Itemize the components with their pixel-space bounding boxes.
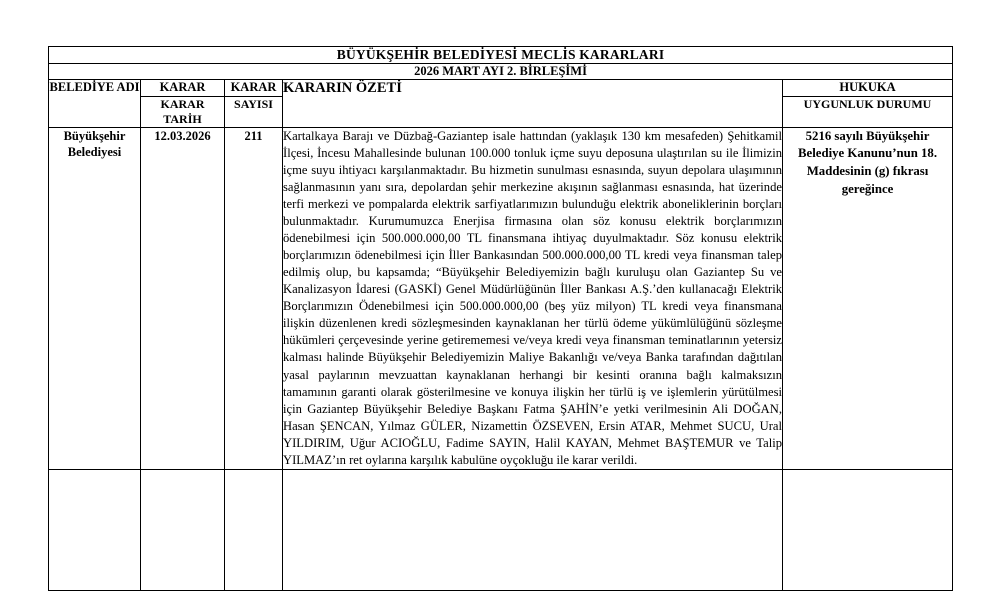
cell-karar-tarihi: 12.03.2026 bbox=[141, 127, 225, 469]
document-title: BÜYÜKŞEHİR BELEDİYESİ MECLİS KARARLARI bbox=[49, 47, 953, 64]
document-subtitle: 2026 MART AYI 2. BİRLEŞİMİ bbox=[49, 64, 953, 80]
header-hukuka: HUKUKA bbox=[783, 80, 953, 97]
header-karar-1: KARAR bbox=[141, 80, 225, 97]
table-subtitle-row bbox=[49, 64, 953, 80]
cell-karar-sayisi: 211 bbox=[225, 127, 283, 469]
table-row bbox=[49, 127, 953, 469]
cell-hukuka-uygunluk: 5216 sayılı Büyükşehir Belediye Kanunu’nun 18. Maddesinin (g) fıkrası gereğince bbox=[783, 127, 953, 469]
table-header-row-1 bbox=[49, 80, 953, 97]
cell-belediye-adi: Büyükşehir Belediyesi bbox=[49, 127, 141, 469]
empty-cell-belediye bbox=[49, 469, 141, 590]
header-karar-2: KARAR bbox=[225, 80, 283, 97]
header-uygunluk-durumu: UYGUNLUK DURUMU bbox=[783, 96, 953, 127]
header-karar-sayisi: SAYISI bbox=[225, 96, 283, 127]
meclis-kararlari-table bbox=[48, 46, 953, 591]
empty-cell-tarih bbox=[141, 469, 225, 590]
empty-cell-sayi bbox=[225, 469, 283, 590]
empty-cell-ozet bbox=[283, 469, 783, 590]
empty-cell-hukuka bbox=[783, 469, 953, 590]
cell-kararin-ozeti: Kartalkaya Barajı ve Düzbağ-Gaziantep isale hattından (yaklaşık 130 km mesafeden) Şehitkamil İlçesi, İncesu Mahallesinde bulunan 100.000 tonluk içme suyu deposuna ulaştırılan su ile İlimizin içme suyu ihtiyacı karşılanmaktadır. Bu hizmetin sunulması esnasında, suyun depolara ulaşımının sağlanmasının yanı sıra, depolardan şehir merkezine akışının sağlanması esnasında, hat üzerinde terfi merkezi ve pompalarda elektrik sarfiyatlarımızın bulunduğu elektrik aboneliklerinin borçları bulunmaktadır. Kurumumuzca Enerjisa firmasına olan söz konusu elektrik borçlarımızın ödenebilmesi için 500.000.000,00 TL finansmana ihtiyaç duyulmaktadır. Söz konusu elektrik borçlarımızın ödenebilmesi için İller Bankasından 500.000.000,00 TL kredi veya finansman talep edilmiş olup, bu kapsamda; “Büyükşehir Belediyemizin bağlı kuruluşu olan Gaziantep Su ve Kanalizasyon İdaresi (GASKİ) Genel Müdürlüğünün İller Bankası A.Ş.’den kullanacağı Elektrik Borçlarımızın Ödenebilmesi için 500.000.000,00 (beş yüz milyon) TL kredi veya finansmana ilişkin düzenlenen kredi sözleşmesinden kaynaklanan her türlü ödeme yükümlülüğünü sözleşme hükümleri çerçevesinde yerine getirememesi ve/veya kredi veya finansman teminatlarının yetersiz kalması halinde Büyükşehir Belediyemizin Maliye Bakanlığı ve/veya Banka tarafından dağıtılan yasal paylarının mevzuattan kaynaklanan herhangi bir kesinti oranına bağlı kalmaksızın tamamının garanti olarak gösterilmesine ve konuya ilişkin her türlü iş ve işlemlerin yürütülmesi için Gaziantep Büyükşehir Belediye Başkanı Fatma ŞAHİN’e yetki verilmesinin Ali DOĞAN, Hasan ŞENCAN, Yılmaz GÜLER, Nizamettin ÖZSEVEN, Ersin ATAR, Mehmet SUCU, Ural YILDIRIM, Uğur ACIOĞLU, Fadime SAYIN, Halil KAYAN, Mehmet BAŞTEMUR ve Talip YILMAZ’ın ret oylarına karşılık kabulüne oyçokluğu ile karar verildi. bbox=[283, 127, 783, 469]
header-kararin-ozeti: KARARIN ÖZETİ bbox=[283, 80, 783, 128]
header-karar-tarih: KARAR TARİH bbox=[141, 96, 225, 127]
table-title-row bbox=[49, 47, 953, 64]
header-belediye-adi: BELEDİYE ADI bbox=[49, 80, 141, 128]
table-empty-row bbox=[49, 469, 953, 590]
